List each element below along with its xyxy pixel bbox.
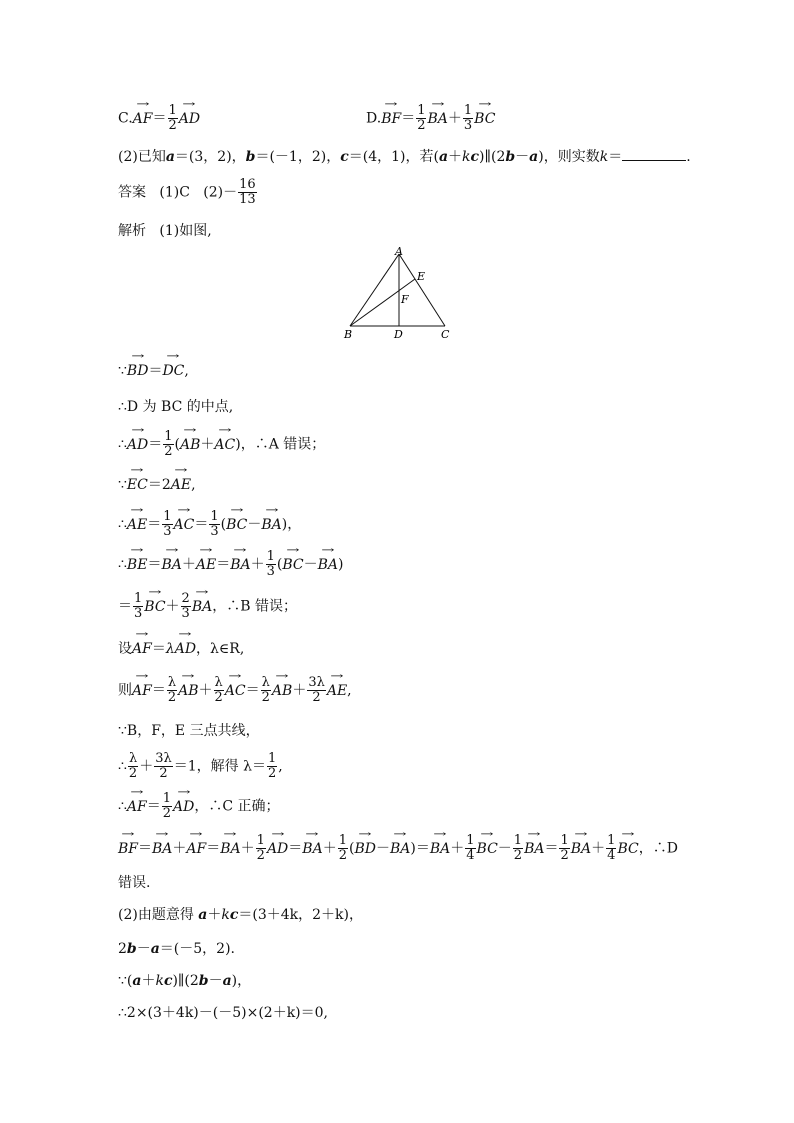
step-13: → BF＝→ BA＋→ AF＝→ BA＋ $\frac{1}{2}$ → AD＝→ BA＋ $\frac{1}{2}$ (→ BD－→ BA)＝→ BA＋ $\frac{1}{4}$ → BC－ $\frac{1}{2}$ → BA＝ $\frac{1}{2}$ → BA＋ $\frac{1}{4}$ → BC，∴D: [118, 834, 678, 863]
step-3: ∴→ AD＝ $\frac{1}{2}$ (→ AB＋→ AC)，∴A 错误；: [118, 430, 325, 459]
part2-step-2: 2b－a＝(－5，2).: [118, 941, 235, 957]
analysis-line: 解析 (1)如图,: [118, 223, 212, 239]
step-6: ∴→ BE＝→ BA＋→ AE＝→ BA＋ $\frac{1}{3}$ (→ BC－→ BA): [118, 550, 343, 579]
step-9: 则→ AF＝ $\frac{\lambda}{2}$ → AB＋ $\frac{\lambda}{2}$ → AC＝ $\frac{\lambda}{2}$ → AB＋ $\frac{3\lambda}{2}$ → AE,: [118, 676, 352, 705]
step-8: 设→ AF＝λ→ AD，λ∈R,: [118, 638, 244, 658]
step-5: ∴→ AE＝ $\frac{1}{3}$ → AC＝ $\frac{1}{3}$ (→ BC－→ BA)，: [118, 510, 301, 539]
step-1: ∵→ BD＝→ DC,: [118, 360, 189, 380]
part2-step-4: ∴2×(3＋4k)－(－5)×(2＋k)＝0,: [118, 1005, 328, 1021]
answer-label: 答案: [118, 184, 146, 201]
step-7: ＝ $\frac{1}{3}$ → BC＋ $\frac{2}{3}$ → BA，∴B 错误；: [118, 592, 297, 621]
answer-blank: [622, 160, 686, 161]
step-10: ∵B，F，E 三点共线，: [118, 723, 260, 739]
option-c: C.→ AF＝ $\frac{1}{2}$ → AD: [118, 104, 200, 133]
triangle-figure: [340, 246, 460, 342]
label-e: E: [417, 270, 426, 283]
label-c: C: [441, 328, 450, 341]
step-11: ∴ $\frac{\lambda}{2}$ ＋ $\frac{3\lambda}{2}$ ＝1，解得 λ＝ $\frac{1}{2}$ ,: [118, 751, 283, 781]
step-4: ∵→ EC＝2→ AE,: [118, 474, 196, 494]
label-f: F: [401, 293, 409, 306]
step-12: ∴→ AF＝ $\frac{1}{2}$ → AD，∴C 正确；: [118, 792, 280, 821]
analysis-label: 解析: [118, 223, 146, 239]
label-b: B: [344, 328, 353, 341]
part2-step-1: (2)由题意得 a＋kc＝(3＋4k，2＋k)，: [118, 907, 364, 923]
step-2: ∴D 为 BC 的中点,: [118, 399, 234, 415]
part2-step-3: ∵(a＋kc)∥(2b－a)，: [118, 973, 252, 989]
question-2: (2)已知a＝(3，2)，b＝(－1，2)，c＝(4，1)，若(a＋kc)∥(2b－a)，则实数k＝ .: [118, 149, 691, 165]
label-d: D: [394, 328, 403, 341]
step-14: 错误.: [118, 875, 151, 891]
answer-line: 答案 (1)C (2)－ $\frac{16}{13}$: [118, 177, 256, 207]
label-a: A: [395, 246, 403, 258]
option-d: D.→ BF＝ $\frac{1}{2}$ → BA＋ $\frac{1}{3}$ → BC: [366, 104, 495, 133]
